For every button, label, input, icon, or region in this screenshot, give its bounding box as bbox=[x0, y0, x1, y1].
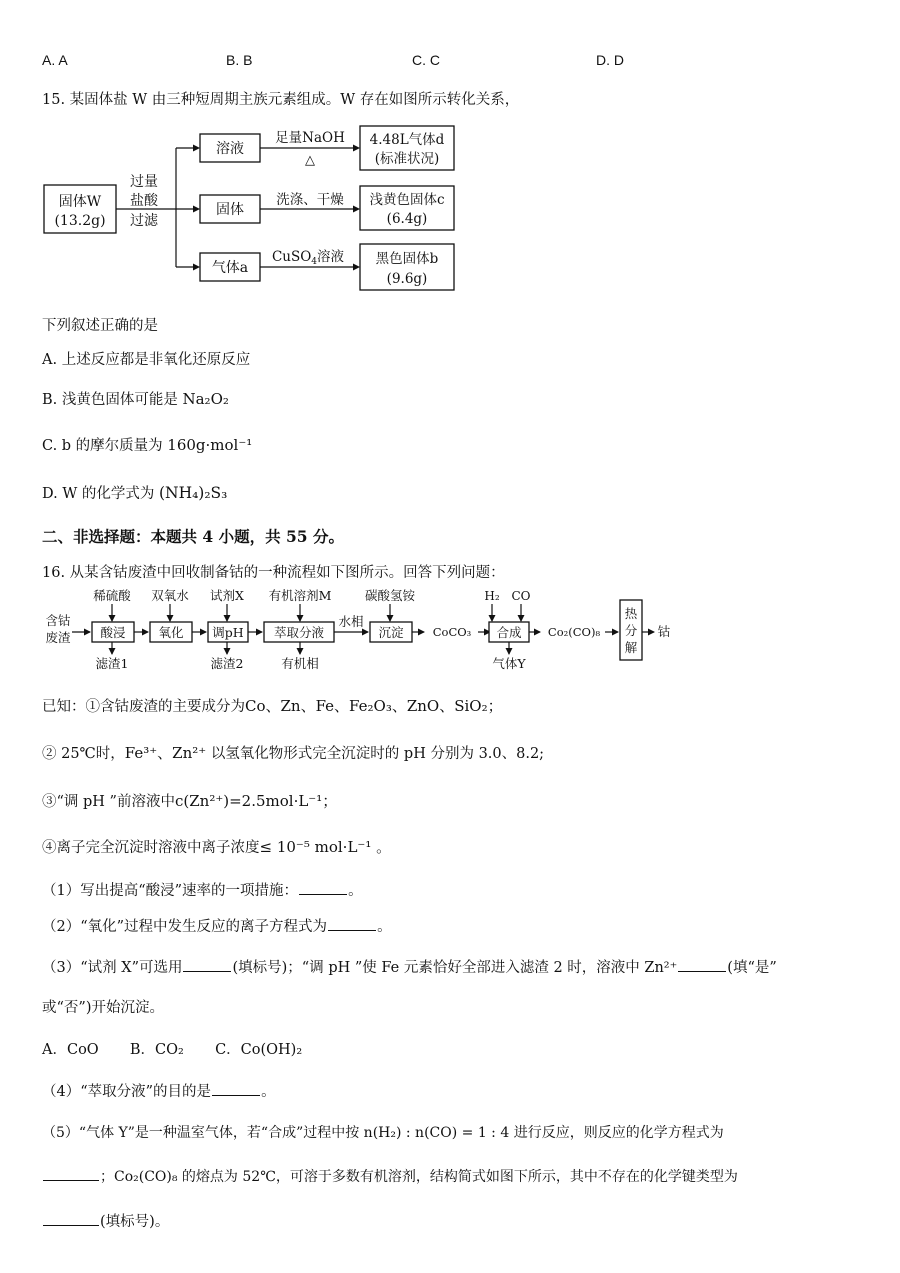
q15-diagram bbox=[40, 122, 480, 304]
q16-mid-product2: Co₂(CO)₈ bbox=[547, 625, 601, 639]
q16-sub3-line2: 或“否”)开始沉淀。 bbox=[42, 1000, 164, 1016]
q16-sub2: （2）“氧化”过程中发生反应的离子方程式为 。 bbox=[42, 915, 392, 936]
q16-sub5-line3: (填标号)。 bbox=[42, 1210, 169, 1231]
q15-arrow-3 bbox=[193, 264, 200, 271]
answer-blank-3[interactable] bbox=[183, 957, 231, 972]
q15-start-line2: (13.2g) bbox=[54, 213, 106, 229]
q16-phase-label: 水相 bbox=[338, 614, 364, 629]
q16-sub5: （5）“气体 Y”是一种温室气体，若“合成”过程中按 n(H₂) : n(CO) = 1 : 4 进行反应，则反应的化学方程式为 bbox=[42, 1125, 724, 1141]
q15-reagent-line2: 盐酸 bbox=[130, 193, 158, 209]
top-option-a: A. A bbox=[42, 52, 68, 68]
q16-step4: 萃取分液 bbox=[273, 625, 325, 640]
q16-sub3: （3）“试剂 X”可选用 (填标号)；“调 pH ”使 Fe 元素恰好全部进入滤渣 2 时，溶液中 Zn²⁺ (填“是” bbox=[42, 956, 777, 977]
q16-sub1: （1）写出提高“酸浸”速率的一项措施： 。 bbox=[42, 879, 363, 900]
q16-sub3-opt-b: B．CO₂ bbox=[129, 1042, 184, 1058]
q16-step5-reagent: 碳酸氢铵 bbox=[364, 588, 416, 603]
q15-branch2-product-line2: (6.4g) bbox=[386, 211, 428, 227]
q15-start-line1: 固体W bbox=[58, 194, 102, 210]
q15-branch1-cond-top: 足量NaOH bbox=[275, 130, 345, 146]
q16-sub3-options bbox=[42, 1038, 302, 1059]
q15-branch2-label: 固体 bbox=[216, 202, 244, 218]
q16-start-line2: 废渣 bbox=[45, 630, 71, 645]
q15-branch2-product-line1: 浅黄色固体c bbox=[369, 192, 445, 208]
answer-blank-5[interactable] bbox=[212, 1081, 260, 1096]
q16-known1: 已知：①含钴废渣的主要成分为Co、Zn、Fe、Fe₂O₃、ZnO、SiO₂； bbox=[42, 697, 503, 715]
q15-branch1-product-line2: (标准状况) bbox=[374, 151, 440, 167]
q15-reagent-line1: 过量 bbox=[130, 174, 158, 190]
q15-option-c-value: 160g·mol⁻¹ bbox=[167, 436, 253, 454]
q15-option-a: A. 上述反应都是非氧化还原反应 bbox=[42, 352, 251, 368]
q16-sub3-opt-a: A．CoO bbox=[42, 1042, 99, 1058]
q16-flow-diagram bbox=[40, 586, 700, 676]
q15-arrow-5 bbox=[353, 206, 360, 213]
q16-step2-reagent: 双氧水 bbox=[151, 588, 189, 603]
q15-branch1-cond-bottom: △ bbox=[305, 153, 315, 168]
q16-mid-product: CoCO₃ bbox=[432, 625, 472, 639]
q16-step3-residue: 滤渣2 bbox=[210, 656, 244, 671]
q16-step6-reagent1: H₂ bbox=[484, 589, 500, 603]
q16-final-product: 钴 bbox=[657, 624, 671, 639]
q16-step6: 合成 bbox=[496, 625, 522, 640]
q15-branch1-product-line1: 4.48L气体d bbox=[369, 132, 445, 148]
q16-step3-reagent: 试剂X bbox=[210, 588, 244, 603]
q16-step3: 调pH bbox=[212, 625, 244, 640]
answer-blank-7[interactable] bbox=[43, 1211, 99, 1226]
answer-blank-4[interactable] bbox=[678, 957, 726, 972]
q16-step7-line3: 解 bbox=[624, 640, 638, 655]
q15-branch3-cond: CuSO$_4$溶液 bbox=[271, 249, 345, 267]
answer-blank-2[interactable] bbox=[328, 916, 376, 931]
top-option-d: D. D bbox=[596, 52, 624, 68]
q15-branch3-product-line1: 黑色固体b bbox=[375, 251, 439, 267]
q15-option-b bbox=[42, 388, 229, 409]
q15-arrow-6 bbox=[353, 264, 360, 271]
q15-prompt: 下列叙述正确的是 bbox=[42, 318, 158, 334]
q16-step4-reagent: 有机溶剂M bbox=[268, 588, 332, 603]
q15-branch3-label: 气体a bbox=[211, 260, 249, 276]
q16-step6-residue: 气体Y bbox=[492, 656, 526, 671]
q16-step2: 氧化 bbox=[158, 625, 184, 640]
section2-heading: 二、非选择题：本题共 4 小题，共 55 分。 bbox=[42, 527, 344, 546]
q16-sub5-line2: ；Co₂(CO)₈ 的熔点为 52℃，可溶于多数有机溶剂，结构简式如图下所示，其中不存在的化学键类型为 bbox=[42, 1166, 738, 1186]
q16-step6-reagent2: CO bbox=[511, 589, 531, 603]
answer-blank-1[interactable] bbox=[299, 880, 347, 895]
top-option-b: B. B bbox=[226, 52, 253, 68]
q15-option-c-text: C. b 的摩尔质量为 bbox=[42, 438, 163, 454]
q16-step7-line2: 分 bbox=[624, 623, 638, 638]
answer-blank-6[interactable] bbox=[43, 1166, 99, 1181]
q16-sub4: （4）“萃取分液”的目的是 。 bbox=[42, 1080, 276, 1101]
q15-arrow-2 bbox=[193, 206, 200, 213]
q16-known3: ③“调 pH ”前溶液中c(Zn²⁺)=2.5mol·L⁻¹； bbox=[42, 792, 338, 810]
q15-arrow-1 bbox=[193, 145, 200, 152]
q15-branch3-product-line2: (9.6g) bbox=[386, 271, 428, 287]
q16-step7-line1: 热 bbox=[624, 606, 638, 621]
q16-known4: ④离子完全沉淀时溶液中离子浓度≤ 10⁻⁵ mol·L⁻¹ 。 bbox=[42, 838, 392, 856]
q15-option-d-formula: (NH₄)₂S₃ bbox=[158, 484, 228, 502]
q15-option-b-formula: Na₂O₂ bbox=[182, 390, 229, 408]
q15-option-d bbox=[42, 482, 227, 503]
q16-step4-residue: 有机相 bbox=[281, 656, 319, 671]
q15-option-d-text: D. W 的化学式为 bbox=[42, 486, 155, 502]
q16-step1-reagent: 稀硫酸 bbox=[93, 588, 131, 603]
q15-option-c bbox=[42, 434, 252, 455]
q15-stem: 15. 某固体盐 W 由三种短周期主族元素组成。W 存在如图所示转化关系， bbox=[42, 92, 520, 108]
q16-step1: 酸浸 bbox=[100, 625, 126, 640]
q16-stem: 16. 从某含钴废渣中回收制备钴的一种流程如下图所示。回答下列问题： bbox=[42, 565, 505, 581]
q16-known2: ② 25℃时，Fe³⁺、Zn²⁺ 以氢氧化物形式完全沉淀时的 pH 分别为 3.0、8.2; bbox=[42, 744, 545, 762]
q15-branch1-label: 溶液 bbox=[216, 141, 244, 157]
q16-start-line1: 含钴 bbox=[45, 613, 71, 628]
q15-reagent-line3: 过滤 bbox=[130, 213, 158, 229]
q16-step1-residue: 滤渣1 bbox=[95, 656, 129, 671]
top-option-c: C. C bbox=[412, 52, 440, 68]
q15-arrow-4 bbox=[353, 145, 360, 152]
q16-sub3-opt-c: C．Co(OH)₂ bbox=[215, 1042, 303, 1058]
q15-branch2-cond: 洗涤、干燥 bbox=[276, 192, 344, 208]
q15-option-b-text: B. 浅黄色固体可能是 bbox=[42, 392, 178, 408]
q16-step5: 沉淀 bbox=[378, 625, 404, 640]
